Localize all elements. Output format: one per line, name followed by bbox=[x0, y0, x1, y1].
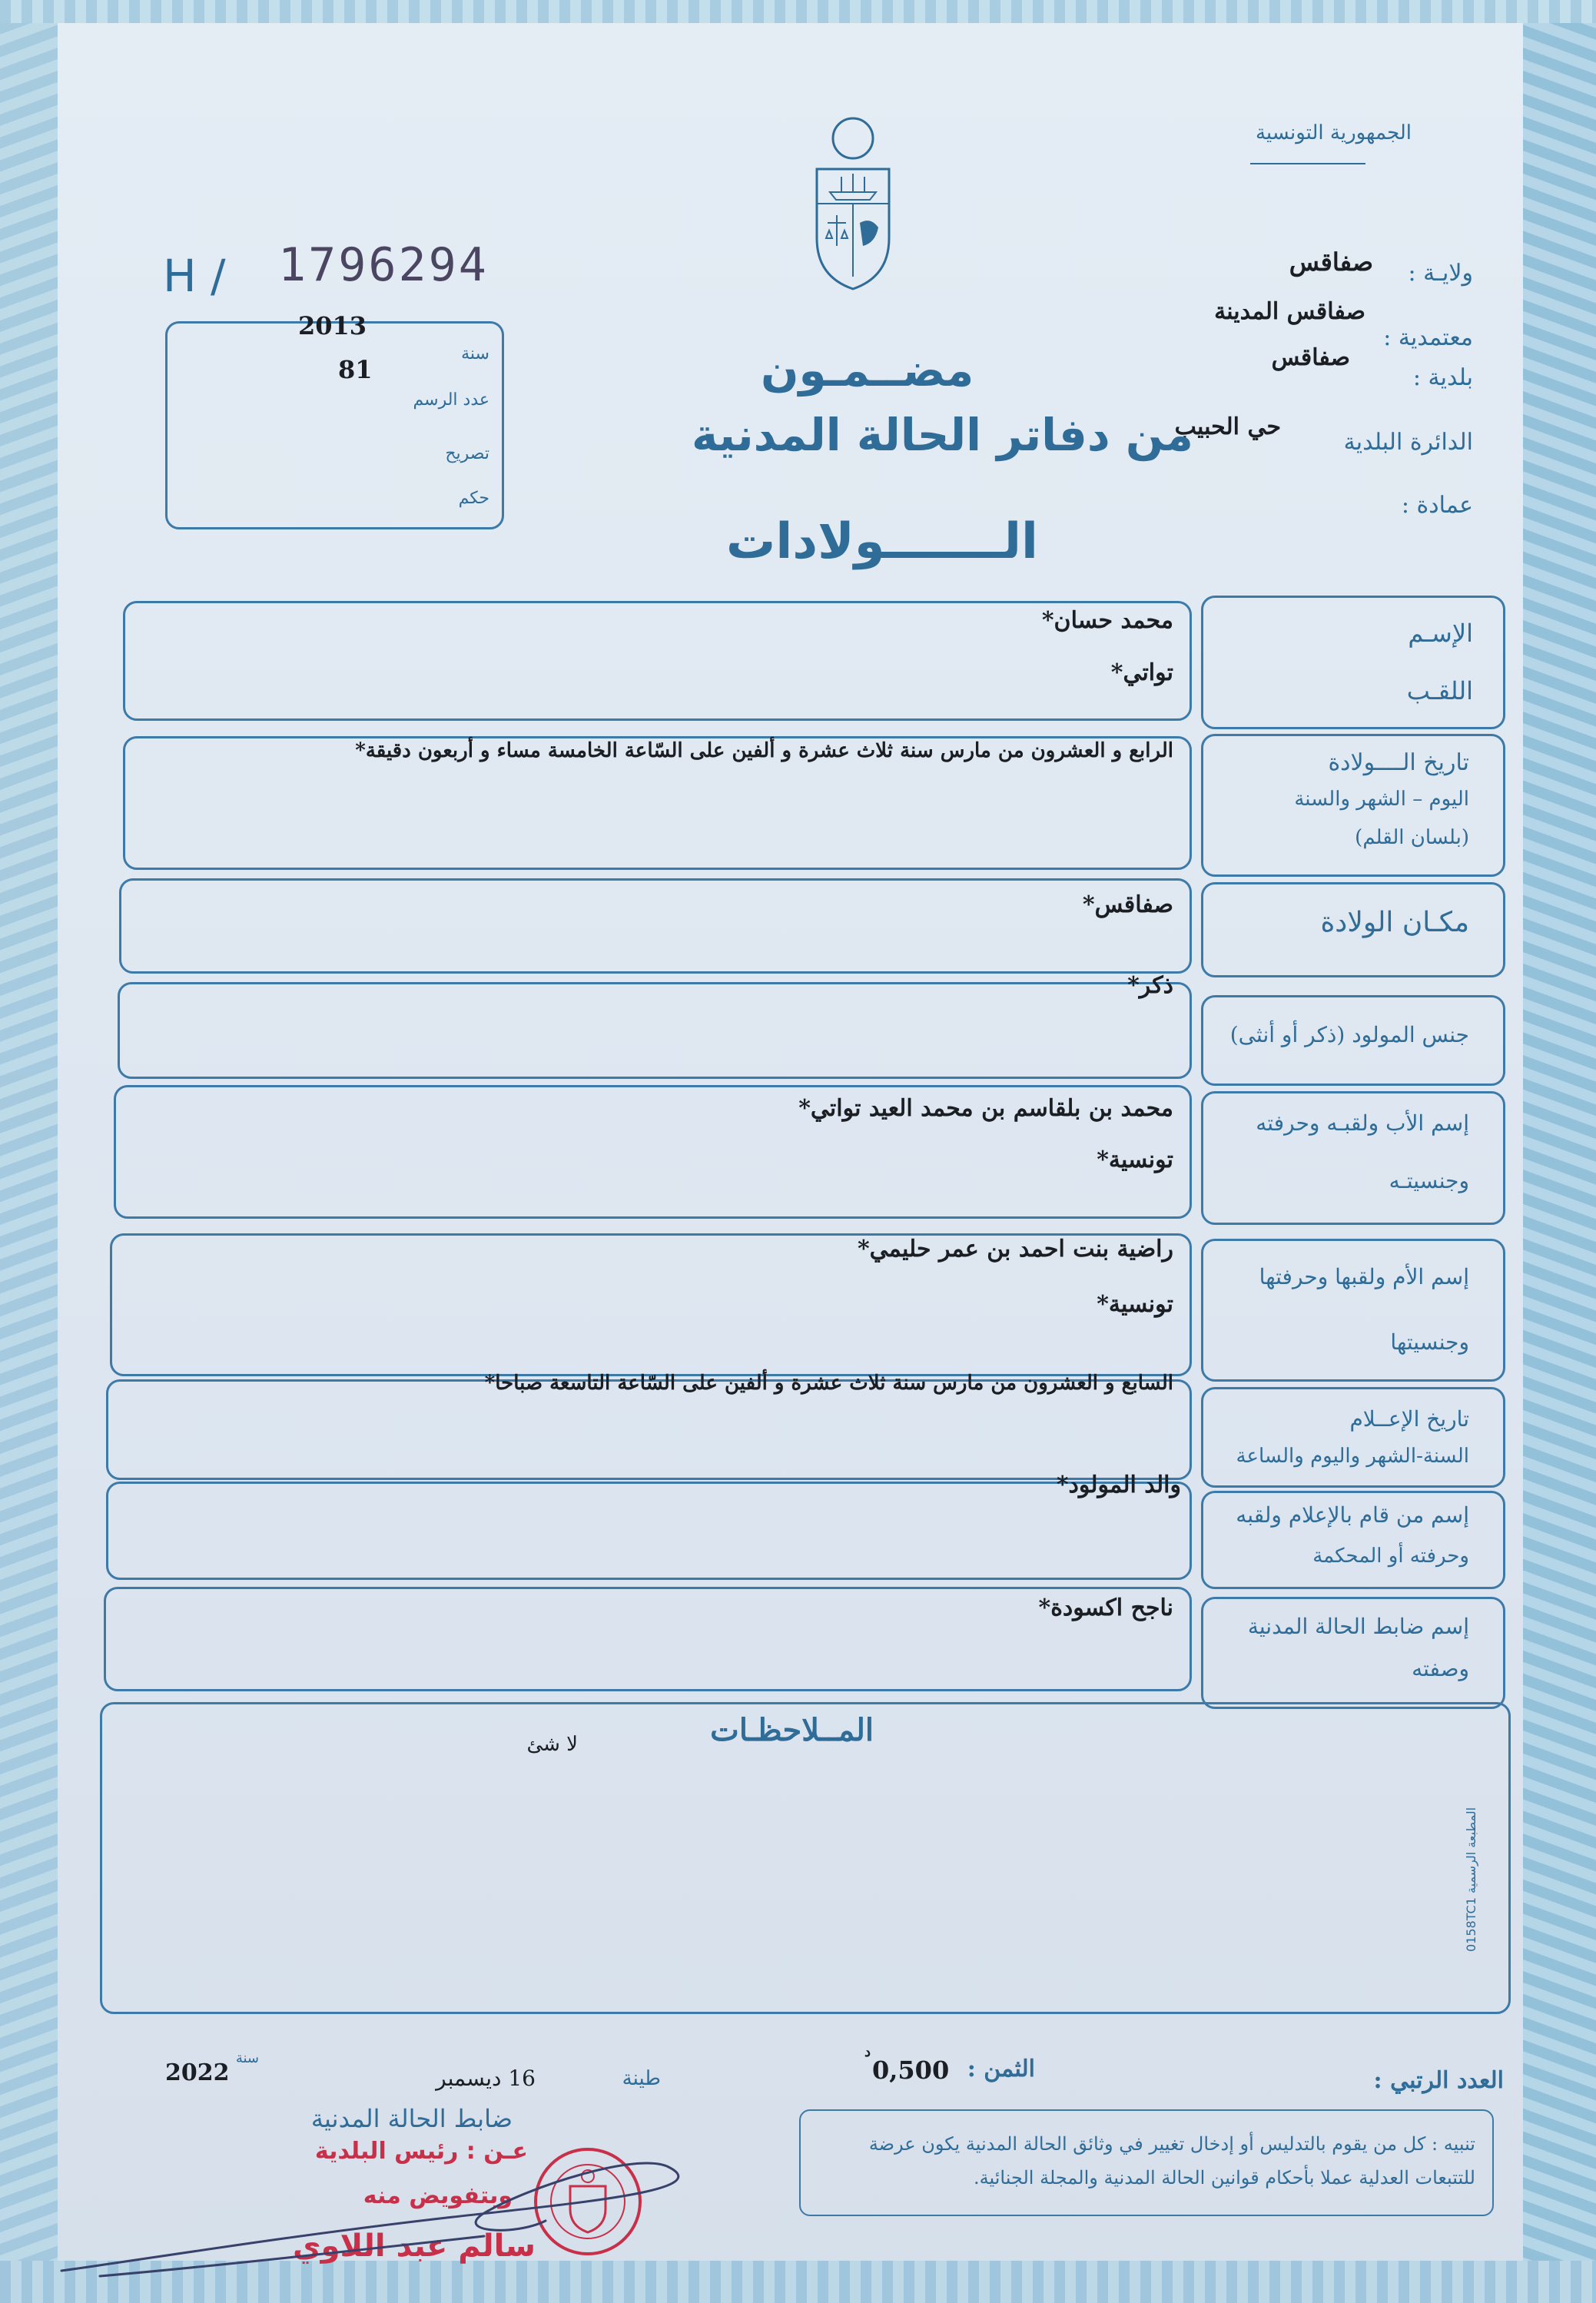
printer-mark: المطبعة الرسمية 0158TC1 bbox=[1464, 1807, 1478, 1952]
register-number-label: عدد الرسم bbox=[413, 390, 489, 410]
row-officer-value-box bbox=[104, 1587, 1192, 1691]
serial-count-label: العدد الرتبي : bbox=[1373, 2067, 1504, 2094]
row-declarant-label-2: وحرفته أو المحكمة bbox=[1312, 1545, 1469, 1568]
municipality-label: بلدية : bbox=[1412, 364, 1473, 391]
row-birthplace-value-box bbox=[119, 878, 1192, 974]
declarant-value: والد المولود* bbox=[1056, 1472, 1181, 1498]
row-declarant-value-box bbox=[106, 1482, 1192, 1580]
row-mother-label-1: إسم الأم ولقبها وحرفتها bbox=[1259, 1264, 1469, 1289]
district-label: الدائرة البلدية bbox=[1343, 429, 1473, 456]
row-name-label-1: الإسـم bbox=[1408, 619, 1473, 648]
row-name-label-box bbox=[1201, 596, 1505, 729]
serial-prefix: H / bbox=[163, 250, 226, 302]
row-declaration-label-box bbox=[1201, 1387, 1505, 1488]
register-judgment-label: حكم bbox=[458, 489, 489, 508]
stamp-line-2: وبتفويض منه bbox=[363, 2182, 513, 2209]
title-registers: من دفاتر الحالة المدنية bbox=[692, 409, 1193, 461]
notes-box bbox=[100, 1702, 1511, 2014]
footer-year: 2022 bbox=[165, 2059, 230, 2086]
row-name-value-box bbox=[123, 601, 1192, 721]
signature-icon bbox=[54, 2144, 707, 2290]
register-box bbox=[165, 321, 504, 529]
row-declarant-label-1: إسم من قام بالإعلام ولقبه bbox=[1236, 1502, 1469, 1528]
tunisia-coat-of-arms-icon bbox=[811, 115, 895, 292]
delegation-label: معتمدية : bbox=[1383, 324, 1473, 351]
sex-value: ذكر* bbox=[1127, 972, 1173, 999]
republic-header: الجمهورية التونسية bbox=[1255, 121, 1412, 144]
price-label: الثمن : bbox=[967, 2056, 1035, 2082]
row-birthdate-label-3: (بلسان القلم) bbox=[1355, 826, 1469, 849]
row-officer-label-2: وصفته bbox=[1412, 1656, 1469, 1681]
row-sex-value-box bbox=[118, 982, 1192, 1079]
header-underline bbox=[1250, 163, 1365, 164]
row-officer-label-1: إسم ضابط الحالة المدنية bbox=[1247, 1614, 1469, 1639]
warning-text: تنبيه : كل من يقوم بالتدليس أو إدخال تغيير في وثائق الحالة المدنية يكون عرضة للتتبعات العدلية عملا بأحكام قوانين الحالة المدنية والمجلة الجنائية. bbox=[868, 2133, 1475, 2189]
title-summary: مضــمـون bbox=[761, 344, 974, 397]
mother-nationality-value: تونسية* bbox=[1097, 1291, 1173, 1318]
row-father-label-1: إسم الأب ولقبـه وحرفته bbox=[1256, 1110, 1469, 1136]
footer-year-label: سنة bbox=[235, 2050, 259, 2066]
row-birthdate-label-2: اليوم – الشهر والسنة bbox=[1294, 788, 1469, 811]
declaration-date-value: السابع و العشرون من مارس سنة ثلاث عشرة و ألفين على السّاعة التاسعة صباحا* bbox=[484, 1372, 1173, 1395]
register-declaration-label: تصريح bbox=[445, 444, 489, 463]
row-father-label-2: وجنسيتـه bbox=[1389, 1168, 1469, 1193]
row-declaration-label-2: السنة-الشهر واليوم والساعة bbox=[1236, 1445, 1469, 1468]
serial-number: 1796294 bbox=[278, 238, 489, 292]
officer-name-value: ناجح اكسودة* bbox=[1038, 1595, 1173, 1621]
officer-title: ضابط الحالة المدنية bbox=[310, 2104, 513, 2133]
row-mother-label-box bbox=[1201, 1239, 1505, 1382]
row-declaration-label-1: تاريخ الإعــلام bbox=[1349, 1406, 1469, 1432]
governorate-value: صفاقس bbox=[1289, 247, 1373, 277]
title-births: الـــــــولادات bbox=[726, 513, 1038, 570]
stamp-line-3: سالم عبد اللاوي bbox=[293, 2228, 536, 2264]
omda-label: عمادة : bbox=[1401, 492, 1473, 519]
left-decorative-border bbox=[0, 0, 58, 2303]
governorate-label: ولايـة : bbox=[1408, 260, 1473, 287]
delegation-value: صفاقس المدينة bbox=[1214, 298, 1365, 325]
row-mother-label-2: وجنسيتها bbox=[1390, 1329, 1469, 1355]
mother-name-value: راضية بنت احمد بن عمر حليمي* bbox=[857, 1236, 1173, 1263]
municipality-value: صفاقس bbox=[1271, 344, 1350, 371]
price-value: 0,500 bbox=[872, 2056, 950, 2085]
row-sex-label: جنس المولود (ذكر أو أنثى) bbox=[1229, 1022, 1469, 1047]
footer-city-label: طينة bbox=[622, 2067, 661, 2090]
stamp-line-1: عـن : رئيس البلدية bbox=[314, 2138, 528, 2165]
father-nationality-value: تونسية* bbox=[1097, 1147, 1173, 1173]
row-birthplace-label: مكـان الولادة bbox=[1320, 907, 1469, 938]
district-value: حي الحبيب bbox=[1174, 413, 1281, 440]
price-unit: د bbox=[864, 2044, 871, 2060]
register-number: 81 bbox=[338, 355, 373, 384]
register-year: 2013 bbox=[298, 311, 367, 340]
notes-label: المــلاحظـات bbox=[710, 1712, 874, 1748]
birthdate-value: الرابع و العشرون من مارس سنة ثلاث عشرة و ألفين على السّاعة الخامسة مساء و أربعون دقيقة* bbox=[355, 739, 1173, 762]
row-name-label-2: اللقـب bbox=[1406, 676, 1473, 705]
right-decorative-border bbox=[1523, 0, 1596, 2303]
footer-date: 16 ديسمبر bbox=[436, 2066, 536, 2091]
top-decorative-border bbox=[0, 0, 1596, 23]
row-birthdate-label-1: تاريخ الــــولادة bbox=[1328, 749, 1469, 776]
father-name-value: محمد بن بلقاسم بن محمد العيد تواتي* bbox=[798, 1095, 1173, 1122]
given-name-value: محمد حسان* bbox=[1041, 607, 1173, 634]
register-year-label: سنة bbox=[461, 344, 489, 363]
birthplace-value: صفاقس* bbox=[1082, 891, 1173, 918]
surname-value: تواتي* bbox=[1110, 659, 1173, 686]
notes-value: لا شئ bbox=[526, 1733, 578, 1756]
